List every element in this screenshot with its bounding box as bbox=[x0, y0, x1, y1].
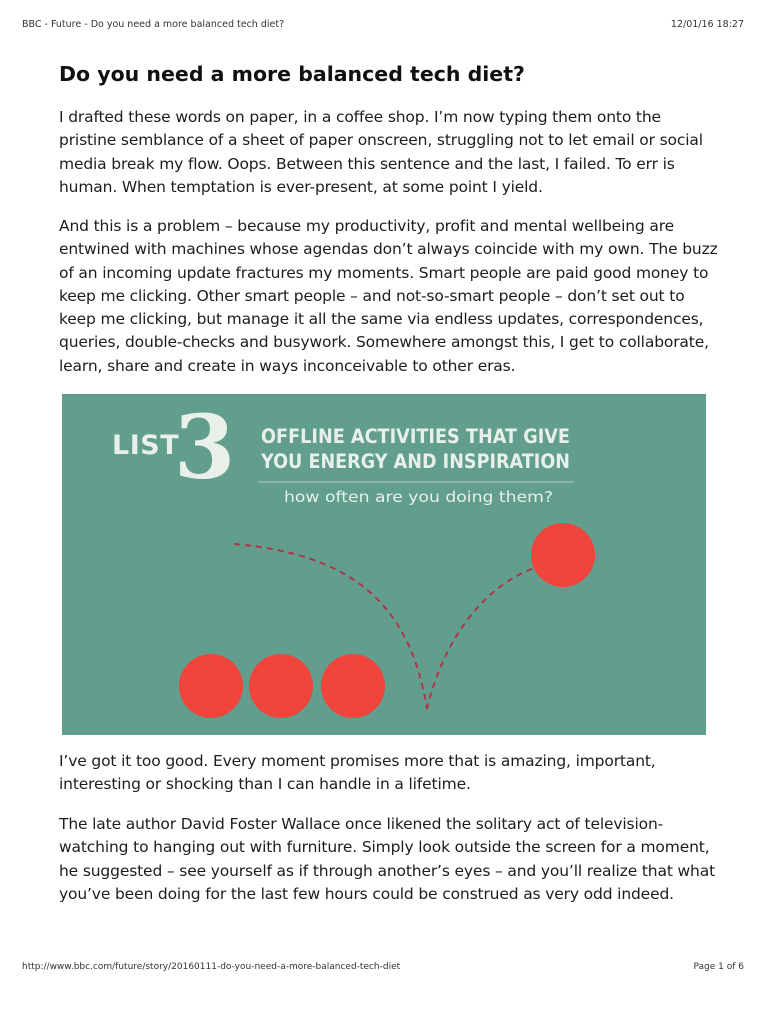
illustration-headline-line1: OFFLINE ACTIVITIES THAT GIVE bbox=[261, 425, 570, 448]
print-header bbox=[22, 19, 744, 33]
illustration-number: 3 bbox=[174, 395, 236, 499]
print-footer-url: http://www.bbc.com/future/story/20160111-do-you-need-a-more-balanced-tech-diet bbox=[22, 962, 401, 972]
print-footer-page-number: Page 1 of 6 bbox=[693, 962, 744, 972]
paragraph-3: I’ve got it too good. Every moment promises more that is amazing, important, interesting or shocking than I can handle in a lifetime. bbox=[59, 752, 656, 794]
illustration-svg bbox=[62, 394, 706, 735]
illustration-subline: how often are you doing them? bbox=[284, 488, 553, 506]
print-footer bbox=[22, 962, 744, 976]
paragraph-1: I drafted these words on paper, in a coffee shop. I’m now typing them onto the pristine semblance of a sheet of paper onscreen, struggling not to let email or social media break my flow. Oops. Between this sentence and the last, I failed. To err is human. When temptation is ever-present, at some point I yield. bbox=[59, 108, 703, 196]
print-header-datetime: 12/01/16 18:27 bbox=[670, 19, 744, 30]
illustration-ball-1 bbox=[179, 654, 243, 718]
illustration-ball-2 bbox=[249, 654, 313, 718]
illustration-headline-line2: YOU ENERGY AND INSPIRATION bbox=[260, 450, 570, 473]
article-title: Do you need a more balanced tech diet? bbox=[59, 62, 525, 86]
article-illustration bbox=[62, 394, 706, 735]
paragraph-4: The late author David Foster Wallace once likened the solitary act of television-watching to hanging out with furniture. Simply look outside the screen for a moment, he suggested – see yourself as if through another’s eyes – and you’ll realize that what you’ve been doing for the last few hours could be construed as very odd indeed. bbox=[59, 815, 715, 903]
illustration-ball-bounced bbox=[531, 523, 595, 587]
illustration-list-word: LIST bbox=[112, 430, 180, 461]
print-header-title: BBC - Future - Do you need a more balanced tech diet? bbox=[22, 19, 285, 30]
paragraph-2: And this is a problem – because my productivity, profit and mental wellbeing are entwined with machines whose agendas don’t always coincide with my own. The buzz of an incoming update fractures my moments. Smart people are paid good money to keep me clicking. Other smart people – and not-so-smart people – don’t set out to keep me clicking, but manage it all the same via endless updates, correspondences, queries, double-checks and busywork. Somewhere amongst this, I get to collaborate, learn, share and create in ways inconceivable to other eras. bbox=[59, 217, 718, 375]
illustration-ball-3 bbox=[321, 654, 385, 718]
illustration-dashed-path-right bbox=[427, 566, 540, 709]
